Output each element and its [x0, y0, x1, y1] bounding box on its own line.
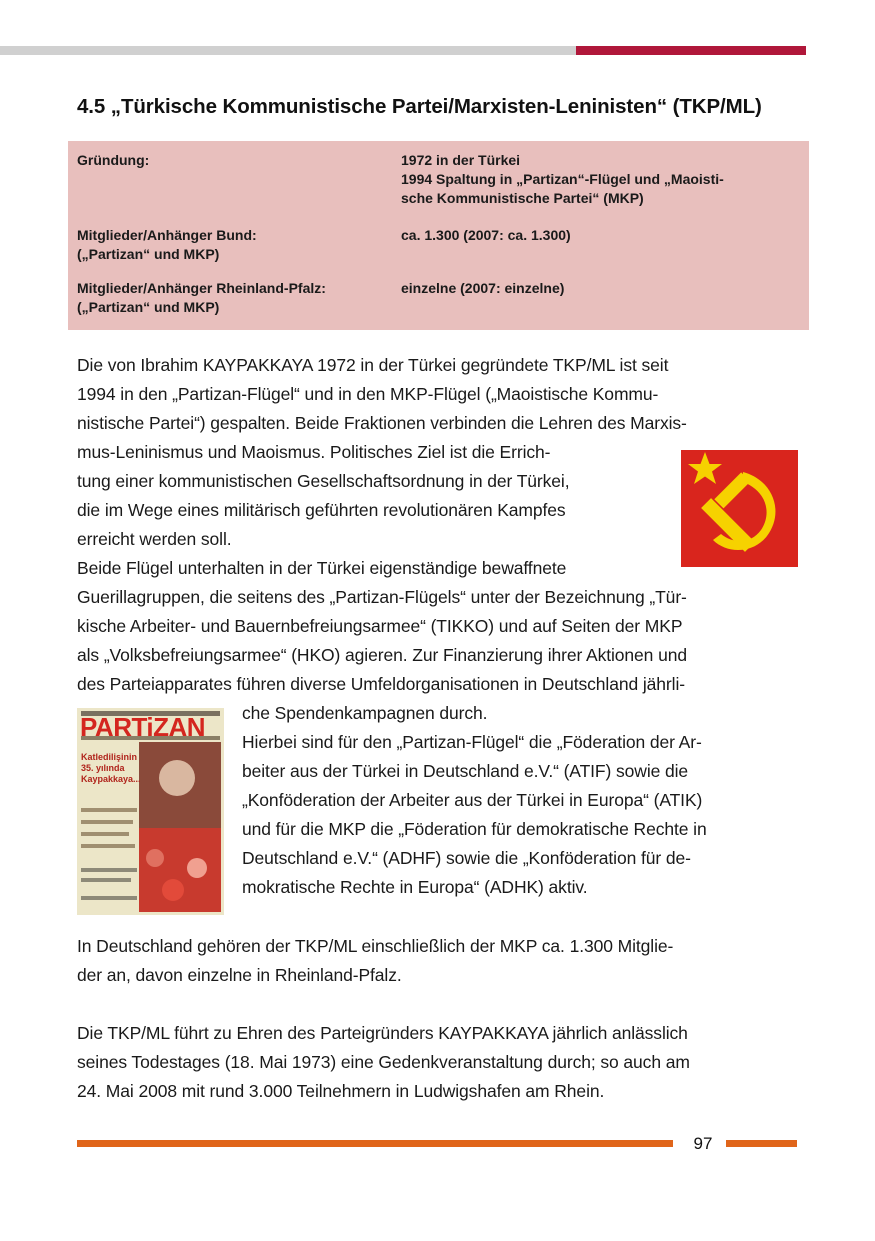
fact-label: Mitglieder/Anhänger Rheinland-Pfalz: [77, 280, 326, 296]
body-line: Guerillagruppen, die seitens des „Partizan-Flügels“ unter der Bezeichnung „Tür- [77, 587, 687, 607]
body-line: erreicht werden soll. [77, 529, 232, 549]
fact-value: einzelne (2007: einzelne) [401, 280, 565, 296]
body-line: als „Volksbefreiungsarmee“ (HKO) agieren. Zur Finanzierung ihrer Aktionen und [77, 645, 687, 665]
magazine-cover-image [77, 708, 224, 915]
fact-value: ca. 1.300 (2007: ca. 1.300) [401, 227, 571, 243]
body-line: des Parteiapparates führen diverse Umfeldorganisationen in Deutschland jährli- [77, 674, 685, 694]
body-line: che Spendenkampagnen durch. [242, 703, 488, 723]
body-line: mokratische Rechte in Europa“ (ADHK) aktiv. [242, 877, 588, 897]
body-line: tung einer kommunistischen Gesellschaftsordnung in der Türkei, [77, 471, 570, 491]
header-bar-red [576, 46, 806, 55]
body-line: mus-Leninismus und Maoismus. Politisches Ziel ist die Errich- [77, 442, 551, 462]
hammer-sickle-star-icon [681, 450, 798, 567]
magazine-headline [81, 752, 141, 785]
footer-bar-left [77, 1140, 673, 1147]
fact-value: sche Kommunistische Partei“ (MKP) [401, 190, 644, 206]
body-line: 1994 in den „Partizan-Flügel“ und in den MKP-Flügel („Maoistische Kommu- [77, 384, 659, 404]
section-heading: 4.5 „Türkische Kommunistische Partei/Marxisten-Leninisten“ (TKP/ML) [77, 95, 762, 118]
page-number: 97 [693, 1134, 713, 1153]
magazine-headline-line: Katledilişinin [81, 752, 138, 762]
fact-label: („Partizan“ und MKP) [77, 299, 220, 315]
fact-label: Mitglieder/Anhänger Bund: [77, 227, 257, 243]
body-line: die im Wege eines militärisch geführten revolutionären Kampfes [77, 500, 566, 520]
body-line: Beide Flügel unterhalten in der Türkei eigenständige bewaffnete [77, 558, 567, 578]
magazine-masthead: PARTiZAN [80, 712, 206, 742]
fact-label: („Partizan“ und MKP) [77, 246, 220, 262]
body-line: „Konföderation der Arbeiter aus der Türkei in Europa“ (ATIK) [242, 790, 703, 810]
body-line: 24. Mai 2008 mit rund 3.000 Teilnehmern in Ludwigshafen am Rhein. [77, 1081, 605, 1101]
body-line: Deutschland e.V.“ (ADHF) sowie die „Konföderation für de- [242, 848, 691, 868]
body-line: Die TKP/ML führt zu Ehren des Parteigründers KAYPAKKAYA jährlich anlässlich [77, 1023, 688, 1043]
fact-box [68, 141, 809, 330]
body-line: kische Arbeiter- und Bauernbefreiungsarmee“ (TIKKO) und auf Seiten der MKP [77, 616, 683, 636]
fact-value: 1972 in der Türkei [401, 152, 521, 168]
magazine-headline-line: Kaypakkaya... [81, 774, 141, 784]
fact-label: Gründung: [77, 152, 150, 168]
body-line: Hierbei sind für den „Partizan-Flügel“ die „Föderation der Ar- [242, 732, 702, 752]
body-line: seines Todestages (18. Mai 1973) eine Gedenkveranstaltung durch; so auch am [77, 1052, 690, 1072]
body-line: der an, davon einzelne in Rheinland-Pfalz. [77, 965, 402, 985]
body-line: In Deutschland gehören der TKP/ML einschließlich der MKP ca. 1.300 Mitglie- [77, 936, 674, 956]
magazine-headline-line: 35. yılında [81, 763, 125, 773]
header-bar-grey [0, 46, 576, 55]
body-line: und für die MKP die „Föderation für demokratische Rechte in [242, 819, 707, 839]
footer-bar-right [726, 1140, 797, 1147]
body-line: Die von Ibrahim KAYPAKKAYA 1972 in der Türkei gegründete TKP/ML ist seit [77, 355, 669, 375]
fact-value: 1994 Spaltung in „Partizan“-Flügel und „Maoisti- [401, 171, 724, 187]
body-line: beiter aus der Türkei in Deutschland e.V.“ (ATIF) sowie die [242, 761, 689, 781]
body-line: nistische Partei“) gespalten. Beide Fraktionen verbinden die Lehren des Marxis- [77, 413, 687, 433]
flag-emblem [681, 450, 798, 567]
